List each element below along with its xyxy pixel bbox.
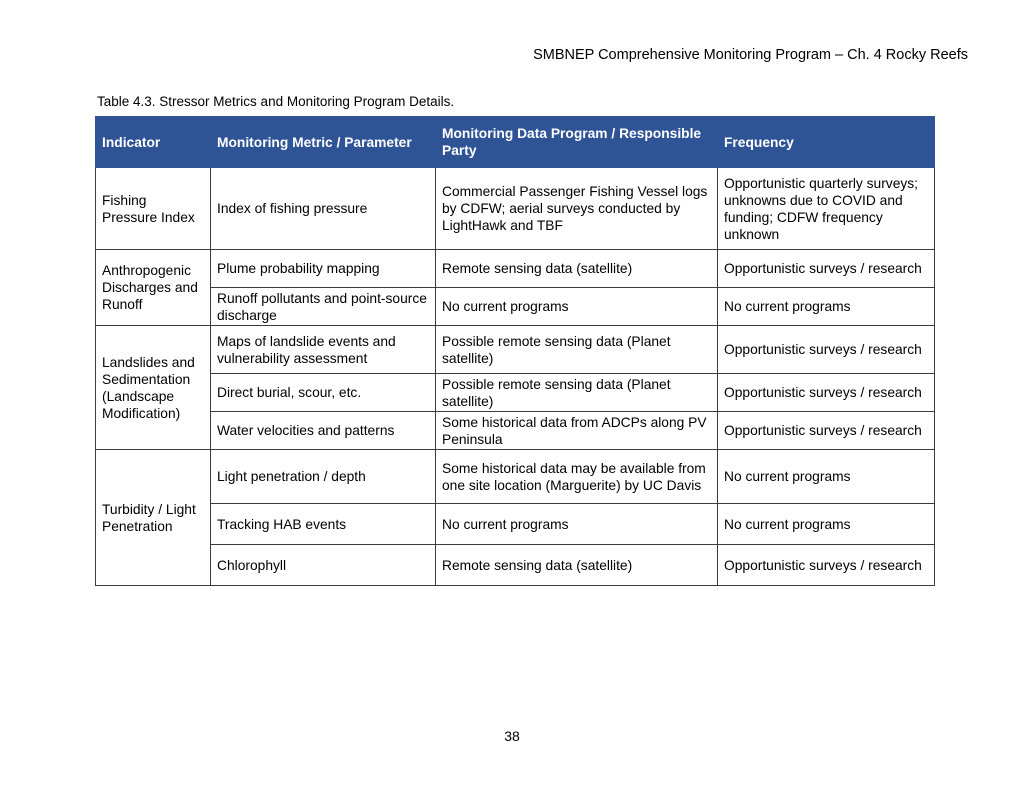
table-row: [96, 326, 935, 374]
table-row: [96, 412, 935, 450]
program-cell: Commercial Passenger Fishing Vessel logs by CDFW; aerial surveys conducted by LightHawk and TBF: [436, 168, 718, 250]
table-row: [96, 168, 935, 250]
stressor-metrics-table: [95, 116, 935, 586]
indicator-cell: Landslides and Sedimentation (Landscape Modification): [96, 326, 211, 450]
metric-cell: Index of fishing pressure: [211, 168, 436, 250]
table-row: [96, 545, 935, 586]
frequency-cell: Opportunistic surveys / research: [718, 374, 935, 412]
header-program: Monitoring Data Program / Responsible Party: [436, 117, 718, 168]
table-row: [96, 288, 935, 326]
frequency-cell: No current programs: [718, 504, 935, 545]
header-metric: Monitoring Metric / Parameter: [211, 117, 436, 168]
program-cell: Some historical data from ADCPs along PV Peninsula: [436, 412, 718, 450]
program-cell: Remote sensing data (satellite): [436, 545, 718, 586]
frequency-cell: No current programs: [718, 450, 935, 504]
frequency-cell: Opportunistic quarterly surveys; unknowns due to COVID and funding; CDFW frequency unknown: [718, 168, 935, 250]
frequency-cell: Opportunistic surveys / research: [718, 412, 935, 450]
metric-cell: Plume probability mapping: [211, 250, 436, 288]
metric-cell: Light penetration / depth: [211, 450, 436, 504]
frequency-cell: Opportunistic surveys / research: [718, 545, 935, 586]
running-header: SMBNEP Comprehensive Monitoring Program – Ch. 4 Rocky Reefs: [533, 47, 968, 63]
header-frequency: Frequency: [718, 117, 935, 168]
program-cell: Some historical data may be available from one site location (Marguerite) by UC Davis: [436, 450, 718, 504]
indicator-cell: Turbidity / Light Penetration: [96, 450, 211, 586]
table-row: [96, 250, 935, 288]
table-row: [96, 450, 935, 504]
metric-cell: Tracking HAB events: [211, 504, 436, 545]
program-cell: Possible remote sensing data (Planet satellite): [436, 326, 718, 374]
metric-cell: Chlorophyll: [211, 545, 436, 586]
table-caption: Table 4.3. Stressor Metrics and Monitoring Program Details.: [97, 94, 455, 109]
table-header-row: [96, 117, 935, 168]
metric-cell: Water velocities and patterns: [211, 412, 436, 450]
program-cell: No current programs: [436, 288, 718, 326]
header-indicator: Indicator: [96, 117, 211, 168]
frequency-cell: No current programs: [718, 288, 935, 326]
program-cell: Remote sensing data (satellite): [436, 250, 718, 288]
page-number: 38: [504, 728, 520, 744]
table-row: [96, 504, 935, 545]
program-cell: No current programs: [436, 504, 718, 545]
frequency-cell: Opportunistic surveys / research: [718, 250, 935, 288]
indicator-cell: Fishing Pressure Index: [96, 168, 211, 250]
metric-cell: Maps of landslide events and vulnerability assessment: [211, 326, 436, 374]
program-cell: Possible remote sensing data (Planet satellite): [436, 374, 718, 412]
frequency-cell: Opportunistic surveys / research: [718, 326, 935, 374]
indicator-cell: Anthropogenic Discharges and Runoff: [96, 250, 211, 326]
metric-cell: Runoff pollutants and point-source discharge: [211, 288, 436, 326]
metric-cell: Direct burial, scour, etc.: [211, 374, 436, 412]
table-row: [96, 374, 935, 412]
